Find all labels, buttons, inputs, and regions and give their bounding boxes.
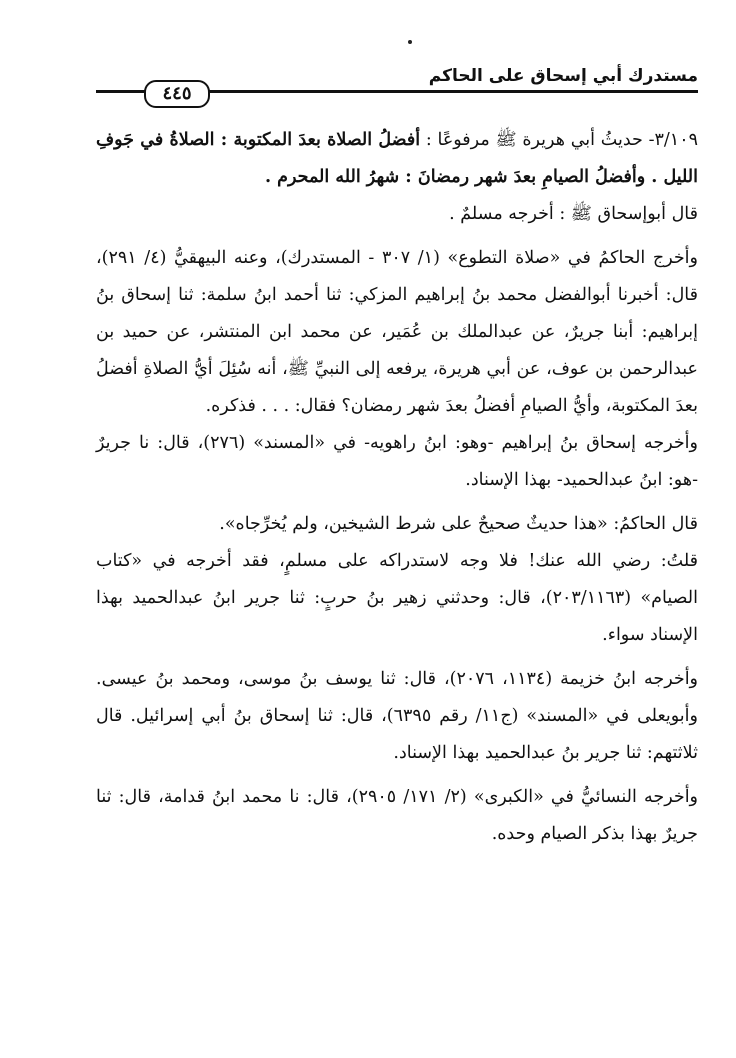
top-dot-mark [408,40,412,44]
hadith-text: أفضلُ الصلاة بعدَ المكتوبة : الصلاةُ في جَوفِ الليل . وأفضلُ الصيامِ بعدَ شهر رمضانَ : شهرُ الله المحرم . [96,130,698,187]
takhrij-paragraph: وأخرجه إسحاق بنُ إبراهيم -وهو: ابنُ راهويه- في «المسند» (٢٧٦)، قال: نا جريرٌ -هو: ابنُ عبدالحميد- بهذا الإسناد. [96,433,698,490]
page-number: ٤٤٥ [144,80,210,108]
page-body [96,122,698,853]
quote-paragraph: قال الحاكمُ: «هذا حديثٌ صحيحٌ على شرط الشيخين، ولم يُخرِّجاه». [219,514,698,534]
takhrij-paragraph: وأخرجه النسائيُّ في «الكبرى» (٢/ ١٧١/ ٢٩٠٥)، قال: نا محمد ابنُ قدامة، قال: ثنا جريرٌ بهذا بذكر الصيام وحده. [96,787,699,844]
comment-paragraph: قلتُ: رضي الله عنك! فلا وجه لاستدراكه على مسلمٍ، فقد أخرجه في «كتاب الصيام» (٢٠٣/١١٦٣)، قال: وحدثني زهير بنُ حربٍ: ثنا جرير ابنُ عبدالحميد بهذا الإسناد سواء. [96,551,698,645]
hadith-lead: ٣/١٠٩- حديثُ أبي هريرة ﷺ مرفوعًا : [425,130,698,150]
takhrij-paragraph: وأخرج الحاكمُ في «صلاة التطوع» (١/ ٣٠٧ - المستدرك)، وعنه البيهقيُّ (٤/ ٢٩١)، قال: أخبرنا أبوالفضل محمد بنُ إبراهيم المزكي: ثنا أحمد ابنُ سلمة: ثنا إسحاق بنُ إبراهيم: أبنا جريرٌ، عن عبدالملك بن عُمَير، عن محمد ابن المنتشر، عن حميد بن عبدالرحمن بن عوف، عن أبي هريرة، يرفعه إلى النبيِّ ﷺ، أنه سُئِلَ أيُّ الصلاةِ أفضلُ بعدَ المكتوبة، وأيُّ الصيامِ أفضلُ بعدَ شهر رمضان؟ فقال: . . . فذكره. [96,248,698,416]
comment-paragraph: قال أبوإسحاق ﷺ : أخرجه مسلمٌ . [449,204,698,224]
running-title: مستدرك أبي إسحاق على الحاكم [428,66,698,86]
hadith-paragraph [96,122,698,196]
page-header [96,58,698,108]
takhrij-paragraph: وأخرجه ابنُ خزيمة (١١٣٤، ٢٠٧٦)، قال: ثنا يوسف بنُ موسى، ومحمد بنُ عيسى. وأبويعلى في «المسند» (ج١١/ رقم ٦٣٩٥)، قال: ثنا إسحاق بنُ أبي إسرائيل. قال ثلاثتهم: ثنا جرير بنُ عبدالحميد بهذا الإسناد. [96,669,699,763]
